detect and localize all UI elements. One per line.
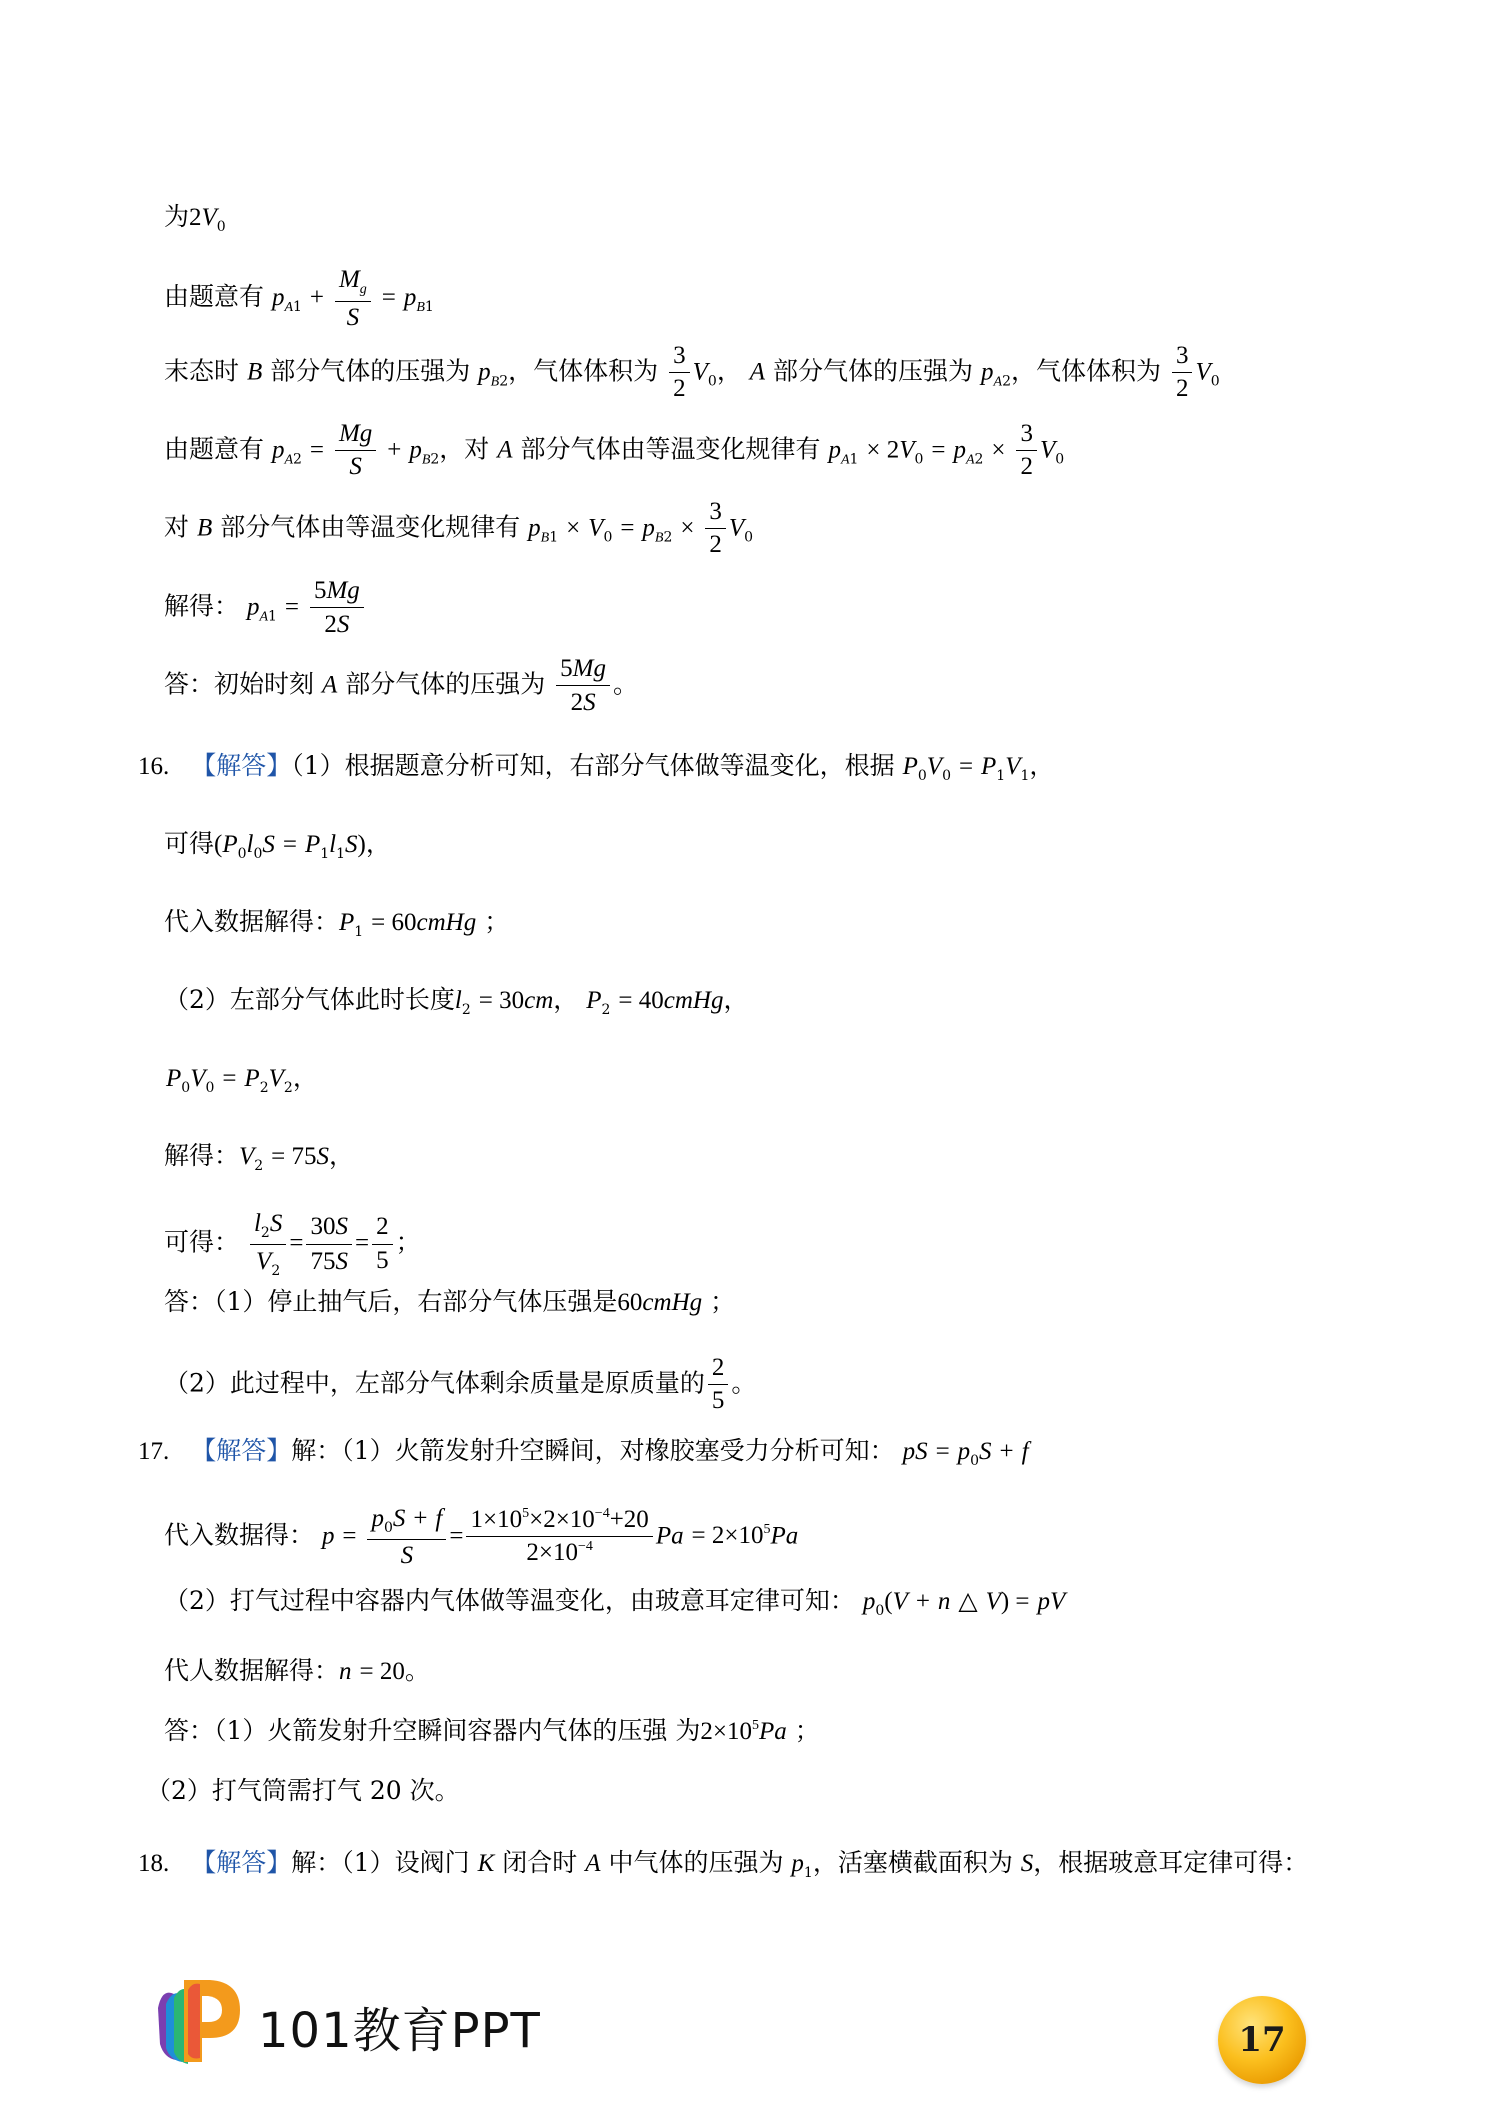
q16-line-4: （2）左部分气体此时长度$l_2 = 30cm$， $P_2$ = 40cmHg， xyxy=(164,985,749,1018)
q16-line-1: 16. 【解答】（1）根据题意分析可知，右部分气体做等温变化，根据 $P_0V_0 = P_1V_1$， xyxy=(138,751,1055,784)
page-number-badge: 17 xyxy=(1218,1996,1306,2084)
line-7: 答：初始时刻 A 部分气体的压强为 $\frac{5Mg}{2S}$ 。 xyxy=(164,655,639,717)
line-6: 解得： $p_{A1}$ = $\frac{5Mg}{2S}$ xyxy=(164,577,367,639)
jieda-label: 【解答】 xyxy=(191,1436,292,1465)
line-3: 末态时 B 部分气体的压强为 $p_{B2}$，气体体积为 $\frac{3}{2}$ $V_0$， A 部分气体的压强为 $p_{A2}$，气体体积为 $\frac{3}{2}$ $V_0$ xyxy=(164,342,1220,403)
q16-line-6: 解得：$V_2 = 75S$， xyxy=(164,1141,355,1174)
q17-line-4: 代人数据解得：n = 20。 xyxy=(164,1656,430,1685)
jieda-label: 【解答】 xyxy=(191,1848,292,1877)
line-2: 由题意有 $p_{A1}$ + $\frac{M_g}{S}$ = $p_{B1}$ xyxy=(164,266,434,331)
q16-line-5: $P_0V_0 = P_2V_2$， xyxy=(166,1063,318,1096)
q17-line-6: （2）打气筒需打气 20 次。 xyxy=(146,1776,460,1805)
q16-line-9: （2）此过程中，左部分气体剩余质量是原质量的 $\frac{2}{5}$ 。 xyxy=(164,1354,757,1415)
q16-line-8: 答：（1）停止抽气后，右部分气体压强是60cmHg ； xyxy=(164,1287,736,1316)
q17-line-1: 17. 【解答】解：（1）火箭发射升空瞬间，对橡胶塞受力分析可知： pS = $p_0S + f$ xyxy=(138,1436,1029,1469)
q16-line-7: 可得： $\frac{l_2S}{V_2}$ = $\frac{30S}{75S}$ = $\frac{2}{5}$ ； xyxy=(164,1210,421,1279)
q17-line-3: （2）打气过程中容器内气体做等温变化，由玻意耳定律可知： $p_0(V + n$ △ V) = pV xyxy=(164,1586,1066,1619)
jieda-label: 【解答】 xyxy=(191,751,292,780)
line-4: 由题意有 $p_{A2}$ = $\frac{Mg}{S}$ + $p_{B2}$，对 A 部分气体由等温变化规律有 $p_{A1} \times 2V_0 = p_{A2}$ × $\frac{3}{2}$ $V_0$ xyxy=(164,420,1065,481)
line-1: 为$2V_0$ xyxy=(164,202,226,235)
line-5: 对 B 部分气体由等温变化规律有 $p_{B1} \times V_0 = p_{B2}$ × $\frac{3}{2}$ $V_0$ xyxy=(164,498,754,559)
q18-line-1: 18. 【解答】解：（1）设阀门 K 闭合时 A 中气体的压强为 $p_1$，活塞横截面积为 S，根据玻意耳定律可得： xyxy=(138,1848,1309,1881)
q16-line-3: 代入数据解得：$P_1$ = 60cmHg ； xyxy=(164,907,510,940)
q17-line-2: 代入数据得： p = $\frac{p_0S + f}{S}$ = $\frac{1\times 10^5\times 2\times 10^{-4}+20}{2\times 10^{-4}}$ $Pa = 2\times 10^5Pa$ xyxy=(164,1505,799,1569)
q16-line-2: 可得$(P_0l_0S = P_1l_1S)$， xyxy=(164,829,391,862)
brand-name: 101教育PPT xyxy=(258,2003,541,2059)
q17-line-5: 答：（1）火箭发射升空瞬间容器内气体的压强 为$2\times 10^5Pa$ ； xyxy=(164,1716,820,1745)
brand-logo-icon xyxy=(148,1968,248,2068)
